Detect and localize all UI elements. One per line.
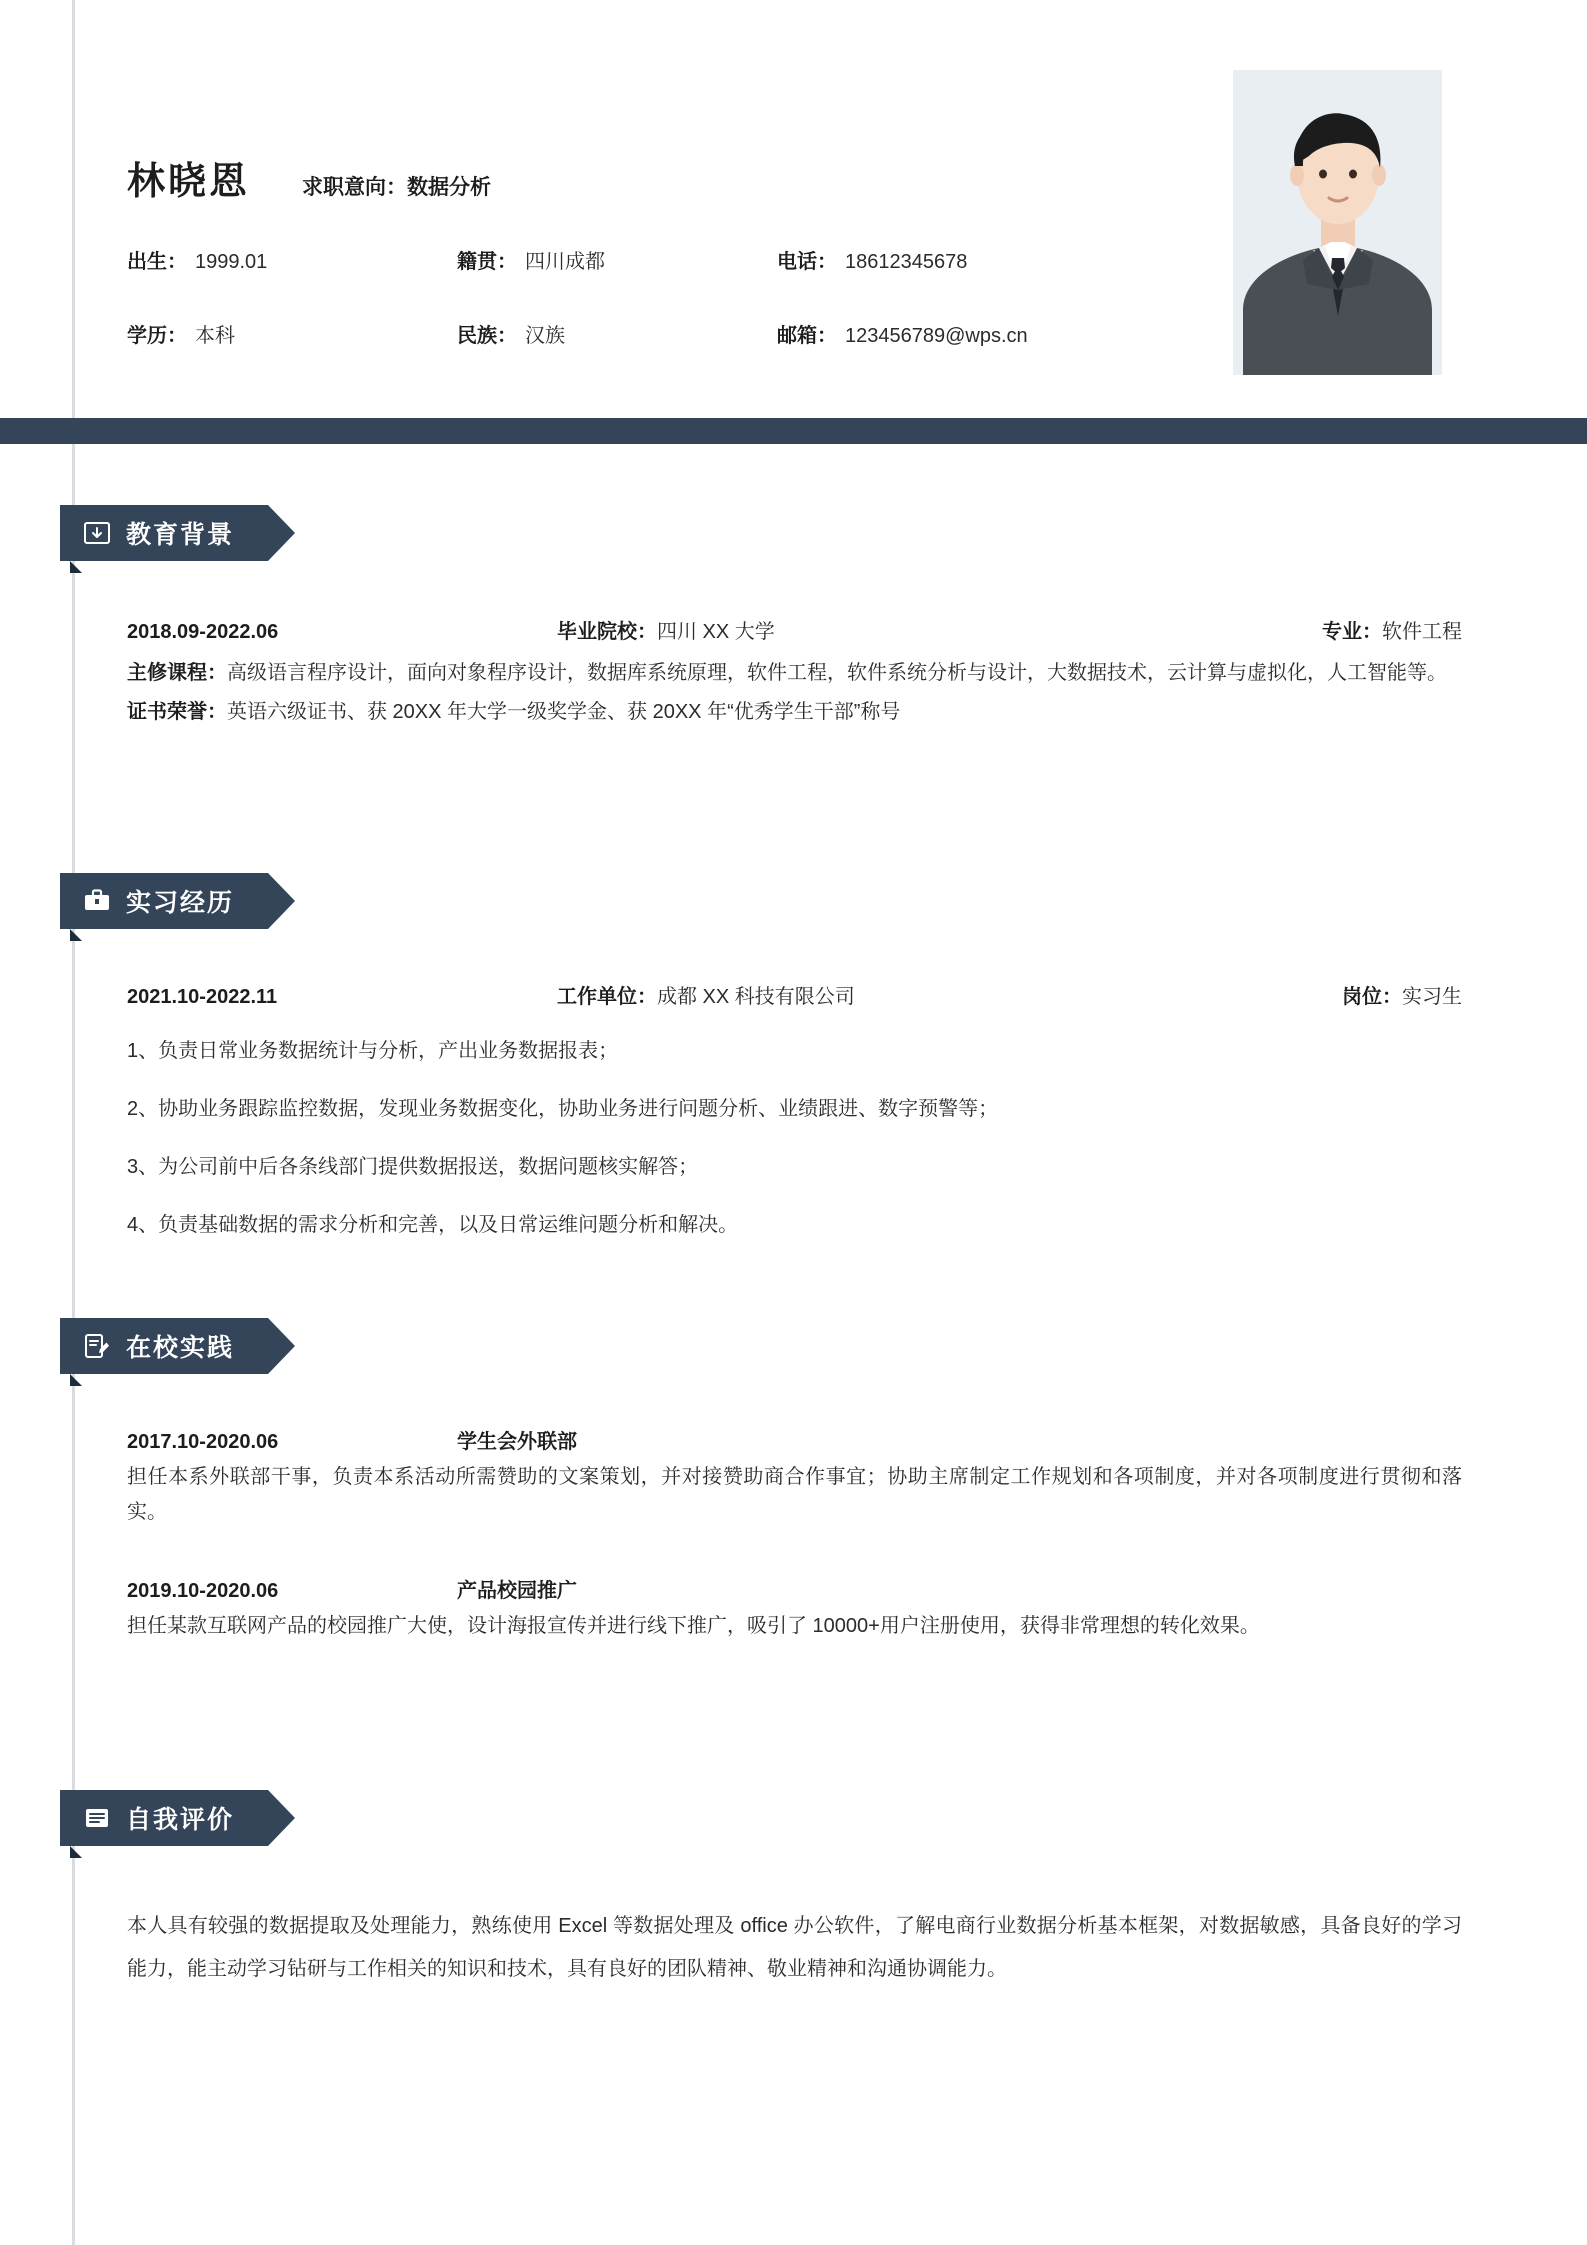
- education-courses: [127, 654, 1462, 693]
- portrait-photo: [1233, 70, 1442, 375]
- info-birth-label: 出生：: [127, 251, 187, 273]
- section-header-education: [60, 505, 268, 561]
- internship-date: 2021.10-2022.11: [127, 986, 278, 1008]
- header-divider-bar: [0, 418, 1587, 444]
- info-birth: [127, 245, 457, 274]
- education-courses-label: 主修课程：: [127, 662, 227, 684]
- campus-entry: [127, 1574, 1462, 1644]
- candidate-name: 林晓恩: [127, 161, 251, 203]
- internship-item: 4、负责基础数据的需求分析和完善，以及日常运维问题分析和解决。: [127, 1214, 739, 1236]
- note-icon: [82, 1803, 112, 1833]
- internship-company-value: 成都 XX 科技有限公司: [657, 986, 855, 1008]
- edit-note-icon: [82, 1331, 112, 1361]
- personal-info-row: [127, 319, 1217, 393]
- education-block: [127, 615, 1462, 732]
- info-email: [777, 319, 1197, 348]
- section-header-self-evaluation: [60, 1790, 268, 1846]
- internship-headline: [127, 980, 1462, 1009]
- self-evaluation-text: 本人具有较强的数据提取及处理能力，熟练使用 Excel 等数据处理及 office 办公软件，了解电商行业数据分析基本框架，对数据敏感，具备良好的学习能力，能主动学习钻研与工作相关的知识和技术，具有良好的团队精神、敬业精神和沟通协调能力。: [127, 1915, 1462, 1980]
- info-ethnicity: [457, 319, 777, 348]
- section-title-internship: 实习经历: [126, 889, 235, 917]
- education-major: [1322, 615, 1462, 644]
- campus-entry-role: 产品校园推广: [457, 1580, 577, 1602]
- internship-item: 2、协助业务跟踪监控数据，发现业务数据变化，协助业务进行问题分析、业绩跟进、数字预警等；: [127, 1098, 999, 1120]
- education-major-label: 专业：: [1322, 621, 1382, 643]
- campus-block: [127, 1425, 1462, 1644]
- name-and-intent: [127, 150, 491, 205]
- campus-entry-head: [127, 1574, 1462, 1603]
- info-email-label: 邮箱：: [777, 325, 837, 347]
- internship-post-value: 实习生: [1402, 986, 1462, 1008]
- education-honors: [127, 693, 1462, 732]
- section-title-education: 教育背景: [126, 521, 235, 549]
- campus-entry: [127, 1425, 1462, 1530]
- internship-company: [557, 980, 1342, 1009]
- internship-item: 3、为公司前中后各条线部门提供数据报送，数据问题核实解答；: [127, 1156, 699, 1178]
- education-headline: [127, 615, 1462, 644]
- campus-entry-desc: 担任本系外联部干事，负责本系活动所需赞助的文案策划，并对接赞助商合作事宜；协助主席制定工作规划和各项制度，并对各项制度进行贯彻和落实。: [127, 1466, 1462, 1523]
- education-school-value: 四川 XX 大学: [657, 621, 775, 643]
- education-honors-label: 证书荣誉：: [127, 701, 227, 723]
- personal-info-row: [127, 245, 1217, 319]
- download-box-icon: [82, 518, 112, 548]
- info-phone-value: 18612345678: [845, 251, 968, 273]
- education-major-value: 软件工程: [1382, 621, 1462, 643]
- personal-info-grid: [127, 245, 1217, 393]
- info-ethnicity-value: 汉族: [525, 325, 565, 347]
- info-email-value: 123456789@wps.cn: [845, 325, 1028, 347]
- job-intent-label: 求职意向：: [302, 176, 408, 199]
- education-school: [557, 615, 1322, 644]
- education-honors-value: 英语六级证书、获 20XX 年大学一级奖学金、获 20XX 年“优秀学生干部”称号: [227, 701, 901, 723]
- info-birth-value: 1999.01: [195, 251, 268, 273]
- info-phone: [777, 245, 1197, 274]
- info-degree-value: 本科: [195, 325, 235, 347]
- resume-header: [0, 0, 1587, 418]
- internship-block: [127, 980, 1462, 1267]
- education-date: 2018.09-2022.06: [127, 621, 279, 643]
- campus-entry-desc: 担任某款互联网产品的校园推广大使，设计海报宣传并进行线下推广，吸引了 10000+用户注册使用，获得非常理想的转化效果。: [127, 1615, 1260, 1637]
- section-title-campus: 在校实践: [126, 1334, 235, 1362]
- section-header-internship: [60, 873, 268, 929]
- campus-entry-date: 2019.10-2020.06: [127, 1580, 279, 1602]
- campus-entry-date: 2017.10-2020.06: [127, 1431, 279, 1453]
- info-phone-label: 电话：: [777, 251, 837, 273]
- section-title-self-evaluation: 自我评价: [126, 1806, 235, 1834]
- self-evaluation-block: [127, 1905, 1462, 1991]
- job-intent-value: 数据分析: [407, 176, 492, 199]
- education-school-label: 毕业院校：: [557, 621, 657, 643]
- info-degree: [127, 319, 457, 348]
- info-hometown-value: 四川成都: [525, 251, 605, 273]
- internship-item: 1、负责日常业务数据统计与分析，产出业务数据报表；: [127, 1040, 619, 1062]
- info-hometown: [457, 245, 777, 274]
- internship-post: [1342, 980, 1462, 1009]
- campus-entry-role: 学生会外联部: [457, 1431, 577, 1453]
- education-courses-value: 高级语言程序设计，面向对象程序设计，数据库系统原理，软件工程，软件系统分析与设计，大数据技术，云计算与虚拟化，人工智能等。: [227, 662, 1447, 684]
- info-degree-label: 学历：: [127, 325, 187, 347]
- briefcase-icon: [82, 886, 112, 916]
- internship-company-label: 工作单位：: [557, 986, 657, 1008]
- campus-entry-head: [127, 1425, 1462, 1454]
- info-hometown-label: 籍贯：: [457, 251, 517, 273]
- section-header-campus: [60, 1318, 268, 1374]
- internship-post-label: 岗位：: [1342, 986, 1402, 1008]
- info-ethnicity-label: 民族：: [457, 325, 517, 347]
